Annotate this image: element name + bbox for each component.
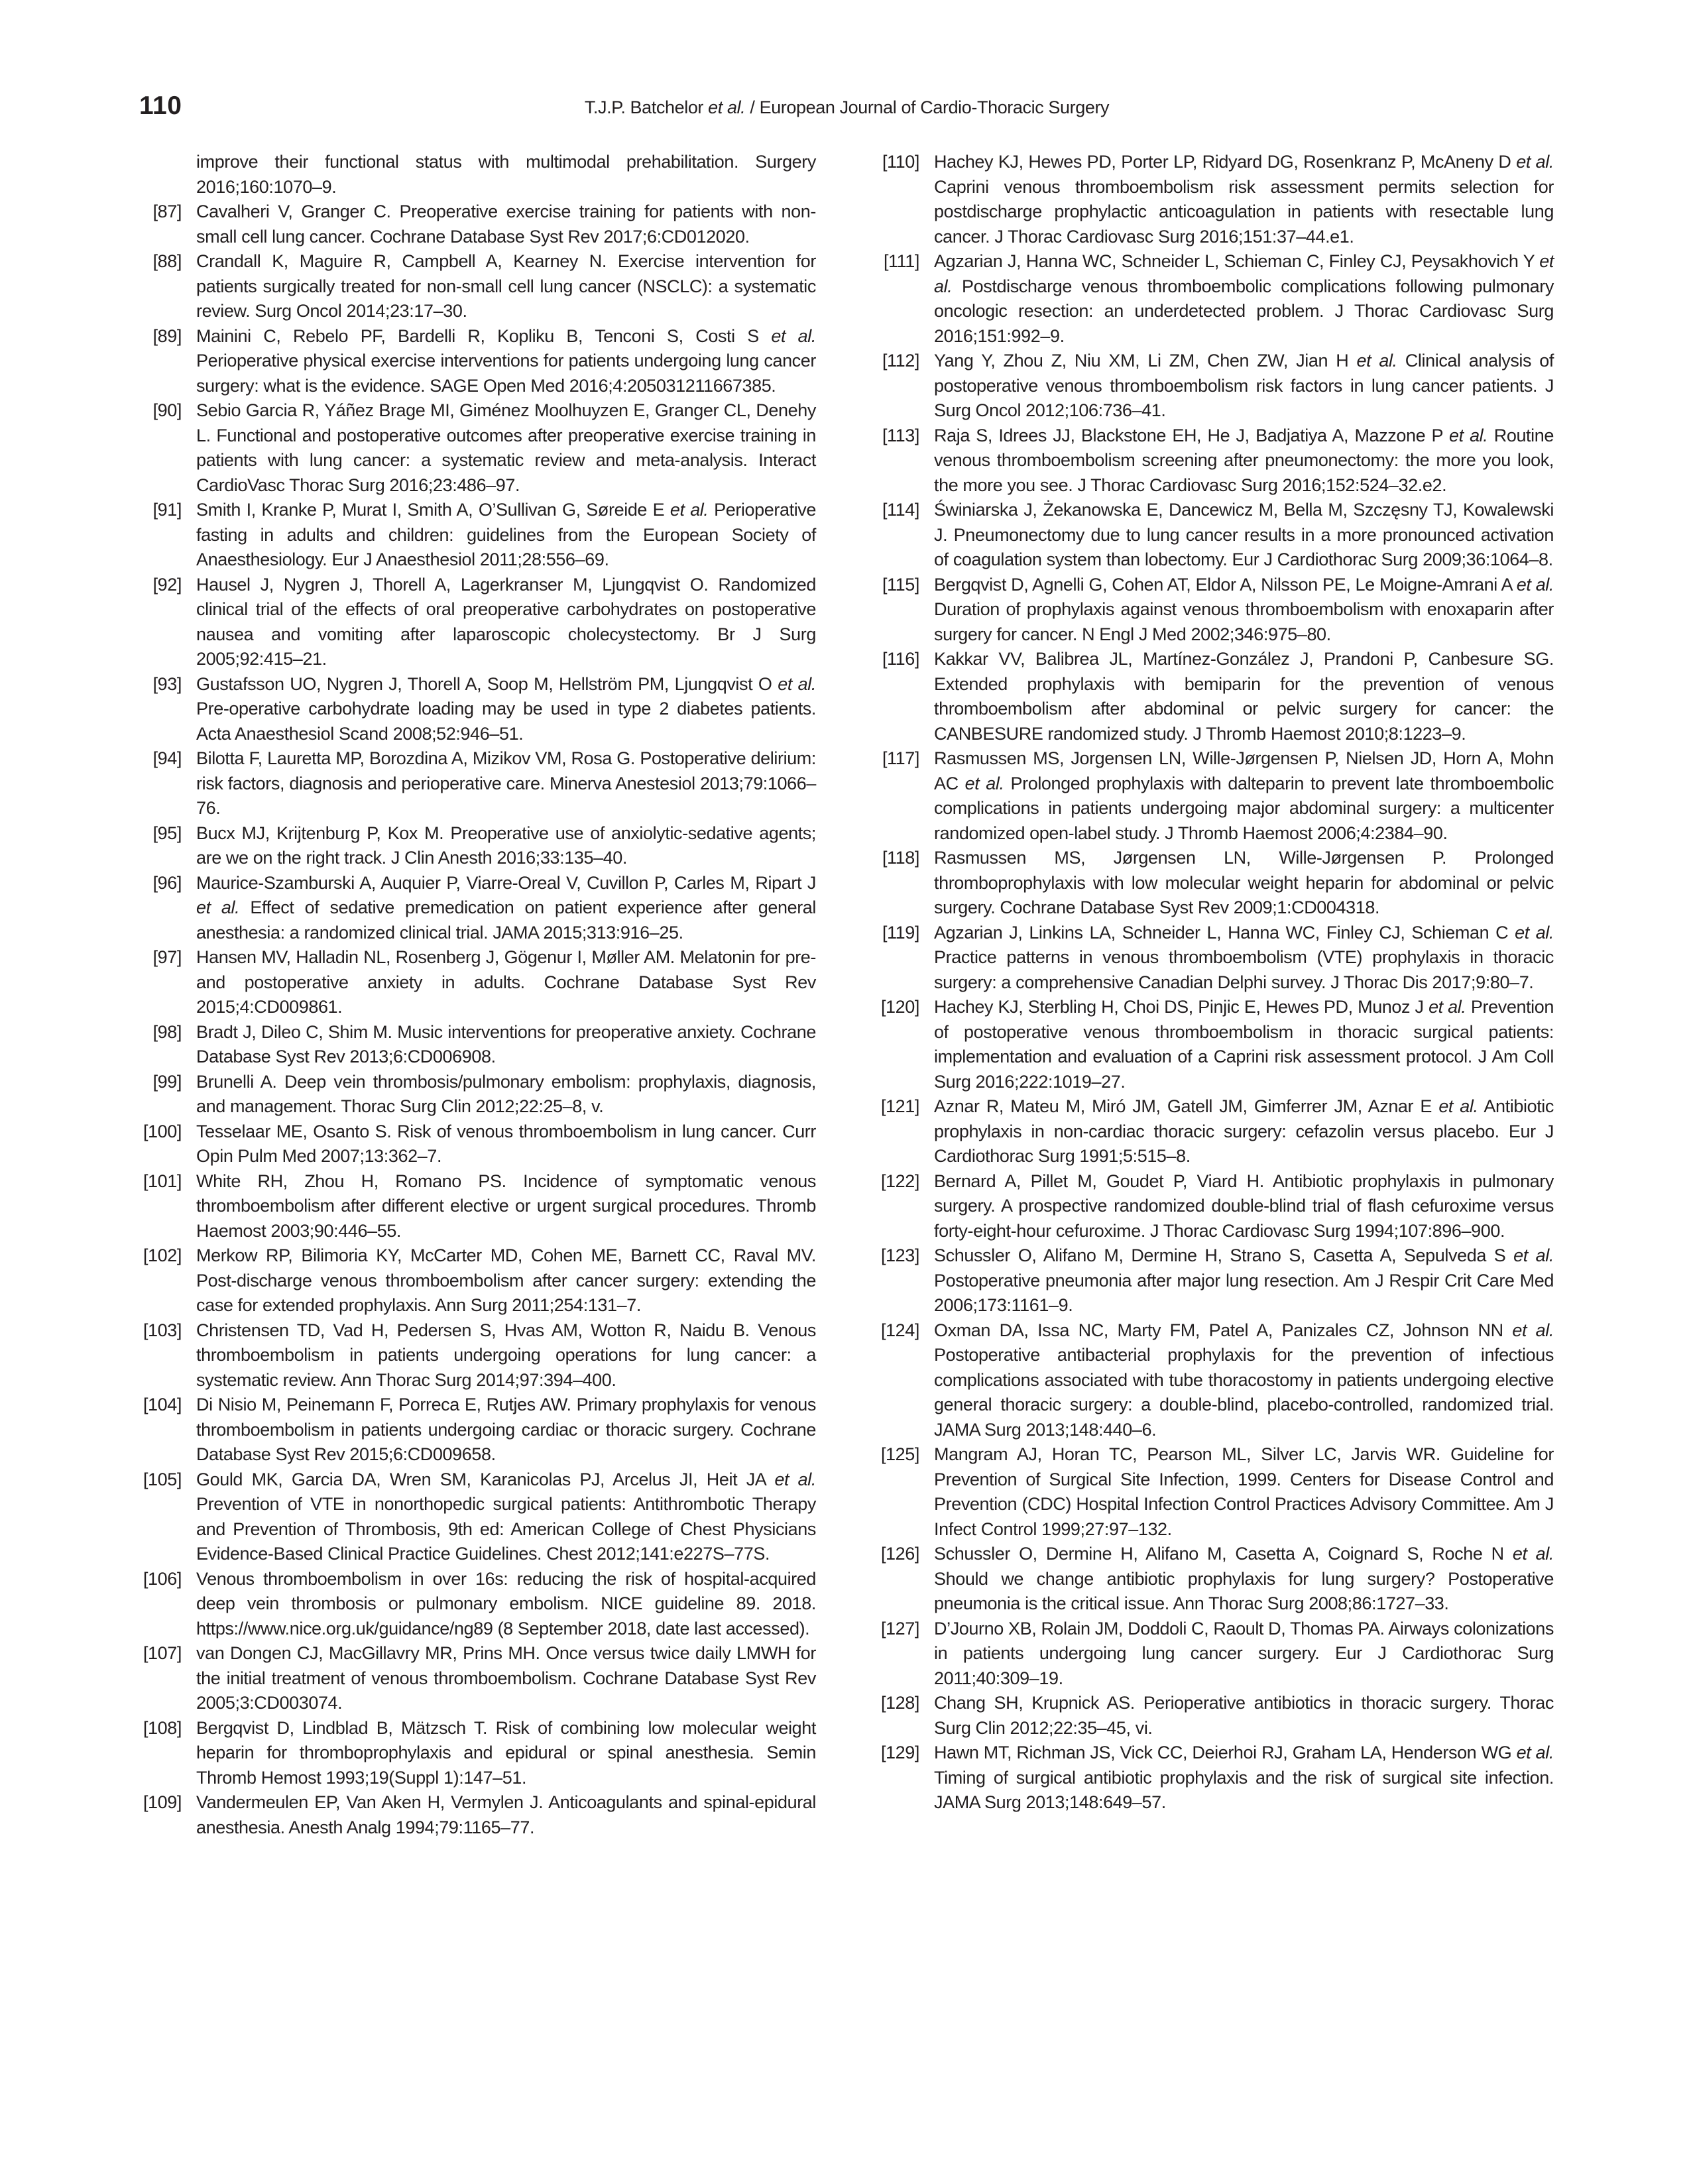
reference-text: van Dongen CJ, MacGillavry MR, Prins MH. Once versus twice daily LMWH for the initial treatment of venous thromboembolism. Cochrane Database Syst Rev 2005;3:CD003074. [196, 1643, 816, 1713]
reference-number: [102] [143, 1245, 182, 1265]
reference-item [877, 349, 1554, 424]
reference-item [877, 424, 1554, 498]
reference-text: Raja S, Idrees JJ, Blackstone EH, He J, Badjatiya A, Mazzone P et al. Routine venous thromboembolism screening after pneumonectomy: the more you look, the more you see. J Thorac Cardiovasc Surg 2016;152:524–32.e2. [934, 425, 1554, 495]
reference-number: [99] [152, 1071, 182, 1092]
reference-number: [111] [883, 251, 919, 271]
reference-number: [123] [880, 1245, 919, 1265]
reference-number: [117] [882, 748, 919, 768]
reference-item [139, 1070, 816, 1120]
reference-text: Venous thromboembolism in over 16s: reducing the risk of hospital-acquired deep vein thrombosis or pulmonary embolism. NICE guideline 89. 2018. https://www.nice.org.uk/guidance/ng89 (8 September 2018, date last accessed). [196, 1568, 816, 1638]
reference-text: Mainini C, Rebelo PF, Bardelli R, Kopliku B, Tenconi S, Costi S et al. Perioperative physical exercise interventions for patients undergoing lung cancer surgery: what is the evidence. SAGE Open Med 2016;4:205031211667385. [196, 325, 816, 396]
reference-item [139, 821, 816, 871]
reference-item [877, 995, 1554, 1094]
reference-item [877, 573, 1554, 648]
et-al-italic: et al. [1356, 351, 1397, 371]
et-al-italic: et al. [1516, 574, 1554, 595]
reference-number: [103] [143, 1320, 182, 1340]
reference-item [139, 1020, 816, 1070]
reference-item [139, 871, 816, 946]
reference-text: Gould MK, Garcia DA, Wren SM, Karanicolas PJ, Arcelus JI, Heit JA et al. Prevention of VTE in nonorthopedic surgical patients: Antithrombotic Therapy and Prevention of Thrombosis, 9th ed: American College of Chest Physicians Evidence-Based Clinical Practice Guidelines. Chest 2012;141:e227S–77S. [196, 1469, 816, 1564]
reference-text: Gustafsson UO, Nygren J, Thorell A, Soop M, Hellström PM, Ljungqvist O et al. Pre-operative carbohydrate loading may be used in type 2 diabetes patients. Acta Anaesthesiol Scand 2008;52:946–51. [196, 673, 816, 744]
reference-number: [125] [880, 1444, 919, 1464]
reference-number: [118] [882, 848, 919, 868]
reference-text: Hachey KJ, Hewes PD, Porter LP, Ridyard DG, Rosenkranz P, McAneny D et al. Caprini venous thromboembolism risk assessment permits selection for postdischarge prophylactic anticoagulation in patients with resectable lung cancer. J Thorac Cardiovasc Surg 2016;151:37–44.e1. [934, 152, 1554, 247]
reference-text: Bucx MJ, Krijtenburg P, Kox M. Preoperative use of anxiolytic-sedative agents; are we on the right track. J Clin Anesth 2016;33:135–40. [196, 823, 816, 868]
reference-item [139, 498, 816, 573]
reference-item [877, 150, 1554, 249]
reference-text: Hansen MV, Halladin NL, Rosenberg J, Gögenur I, Møller AM. Melatonin for pre- and postoperative anxiety in adults. Cochrane Database Syst Rev 2015;4:CD009861. [196, 947, 816, 1017]
reference-text: Crandall K, Maguire R, Campbell A, Kearney N. Exercise intervention for patients surgically treated for non-small cell lung cancer (NSCLC): a systematic review. Surg Oncol 2014;23:17–30. [196, 251, 816, 321]
reference-item [139, 1716, 816, 1791]
reference-text: Hawn MT, Richman JS, Vick CC, Deierhoi RJ, Graham LA, Henderson WG et al. Timing of surgical antibiotic prophylaxis and the risk of surgical site infection. JAMA Surg 2013;148:649–57. [934, 1743, 1554, 1812]
reference-number: [119] [882, 922, 919, 943]
reference-column-left [139, 150, 816, 1840]
reference-number: [94] [152, 748, 182, 768]
page-header [139, 91, 1554, 126]
reference-number: [109] [143, 1792, 182, 1812]
reference-number: [124] [880, 1320, 919, 1340]
reference-number: [112] [882, 351, 919, 371]
et-al-italic: et al. [670, 500, 709, 520]
reference-item [139, 1467, 816, 1567]
reference-text: Cavalheri V, Granger C. Preoperative exercise training for patients with non-small cell lung cancer. Cochrane Database Syst Rev 2017;6:CD012020. [196, 201, 816, 247]
reference-text: Schussler O, Dermine H, Alifano M, Casetta A, Coignard S, Roche N et al. Should we change antibiotic prophylaxis for lung surgery? Postoperative pneumonia is the critical issue. Ann Thorac Surg 2008;86:1727–33. [934, 1544, 1554, 1613]
reference-item [877, 1542, 1554, 1617]
reference-item [139, 1567, 816, 1642]
reference-text: Sebio Garcia R, Yáñez Brage MI, Giménez Moolhuyzen E, Granger CL, Denehy L. Functional and postoperative outcomes after preoperative exercise training in patients with lung cancer: a systematic review and meta-analysis. Interact CardioVasc Thorac Surg 2016;23:486–97. [196, 400, 816, 495]
reference-item [139, 672, 816, 747]
reference-text: Świniarska J, Żekanowska E, Dancewicz M, Bella M, Szczęsny TJ, Kowalewski J. Pneumonectomy due to lung cancer results in a more pronounced activation of coagulation system than lobectomy. Eur J Cardiothorac Surg 2009;36:1064–8. [934, 500, 1554, 569]
reference-text: Maurice-Szamburski A, Auquier P, Viarre-Oreal V, Cuvillon P, Carles M, Ripart J et al. Effect of sedative premedication on patient experience after general anesthesia: a randomized clinical trial. JAMA 2015;313:916–25. [196, 872, 816, 943]
reference-item [139, 324, 816, 399]
reference-column-right [877, 150, 1554, 1840]
running-title: T.J.P. Batchelor et al. / European Journal of Cardio-Thoracic Surgery [584, 97, 1110, 117]
reference-item [877, 1691, 1554, 1741]
et-al-italic: et al. [1438, 1096, 1478, 1116]
reference-text: Aznar R, Mateu M, Miró JM, Gatell JM, Gimferrer JM, Aznar E et al. Antibiotic prophylaxis in non-cardiac thoracic surgery: cefazolin versus placebo. Eur J Cardiothorac Surg 1991;5:515–8. [934, 1096, 1554, 1166]
reference-item [877, 1741, 1554, 1815]
reference-item [877, 249, 1554, 349]
reference-number: [87] [152, 201, 182, 221]
reference-number: [127] [880, 1618, 919, 1638]
et-al-italic: et al. [1516, 1743, 1554, 1762]
reference-item [877, 846, 1554, 921]
reference-number: [104] [143, 1395, 182, 1414]
reference-item [139, 1169, 816, 1244]
reference-number: [92] [152, 574, 182, 595]
reference-number: [113] [882, 425, 919, 445]
reference-number: [105] [143, 1469, 182, 1489]
reference-item [877, 1094, 1554, 1169]
reference-text: Rasmussen MS, Jorgensen LN, Wille-Jørgensen P, Nielsen JD, Horn A, Mohn AC et al. Prolonged prophylaxis with dalteparin to prevent late thromboembolic complications in patients undergoing major abdominal surgery: a multicenter randomized open-label study. J Thromb Haemost 2006;4:2384–90. [934, 748, 1554, 843]
reference-text: Chang SH, Krupnick AS. Perioperative antibiotics in thoracic surgery. Thorac Surg Clin 2012;22:35–45, vi. [934, 1693, 1554, 1738]
reference-item [877, 498, 1554, 573]
reference-text: Agzarian J, Hanna WC, Schneider L, Schieman C, Finley CJ, Peysakhovich Y et al. Postdischarge venous thromboembolic complications following pulmonary oncologic resection: an underdetected problem. J Thorac Cardiovasc Surg 2016;151:992–9. [934, 251, 1554, 346]
reference-text: Bergqvist D, Agnelli G, Cohen AT, Eldor A, Nilsson PE, Le Moigne-Amrani A et al. Duration of prophylaxis against venous thromboembolism with enoxaparin after surgery for cancer. N Engl J Med 2002;346:975–80. [934, 574, 1554, 644]
et-al-italic: et al. [774, 1469, 816, 1489]
et-al-italic: et al. [1512, 1544, 1554, 1564]
reference-text: Bradt J, Dileo C, Shim M. Music interventions for preoperative anxiety. Cochrane Database Syst Rev 2013;6:CD006908. [196, 1021, 816, 1066]
reference-number: [129] [880, 1743, 919, 1762]
reference-item [139, 1318, 816, 1393]
reference-text: Bernard A, Pillet M, Goudet P, Viard H. Antibiotic prophylaxis in pulmonary surgery. A prospective randomized double-blind trial of flash cefuroxime versus forty-eight-hour cefuroxime. J Thorac Cardiovasc Surg 1994;107:896–900. [934, 1171, 1554, 1241]
reference-item [139, 200, 816, 249]
reference-item [139, 1120, 816, 1169]
reference-item [139, 249, 816, 324]
et-al-italic: et al. [1516, 152, 1554, 172]
reference-item [139, 573, 816, 672]
reference-number: [106] [143, 1568, 182, 1589]
reference-text: D’Journo XB, Rolain JM, Doddoli C, Raoult D, Thomas PA. Airways colonizations in patients undergoing lung cancer surgery. Eur J Cardiothorac Surg 2011;40:309–19. [934, 1618, 1554, 1688]
reference-text: White RH, Zhou H, Romano PS. Incidence of symptomatic venous thromboembolism after different elective or urgent surgical procedures. Thromb Haemost 2003;90:446–55. [196, 1171, 816, 1241]
reference-text: Tesselaar ME, Osanto S. Risk of venous thromboembolism in lung cancer. Curr Opin Pulm Med 2007;13:362–7. [196, 1121, 816, 1166]
et-al-italic: et al. [196, 897, 240, 917]
reference-number: [115] [882, 574, 919, 595]
reference-item [877, 1243, 1554, 1318]
et-al-italic: et al. [708, 97, 746, 117]
reference-item [139, 1641, 816, 1716]
et-al-italic: et al. [964, 773, 1004, 793]
reference-text: Christensen TD, Vad H, Pedersen S, Hvas AM, Wotton R, Naidu B. Venous thromboembolism in patients undergoing operations for lung cancer: a systematic review. Ann Thorac Surg 2014;97:394–400. [196, 1320, 816, 1390]
reference-number: [128] [880, 1693, 919, 1713]
reference-number: [100] [143, 1121, 182, 1141]
reference-item [877, 746, 1554, 846]
reference-number: [88] [152, 251, 182, 271]
reference-number: [90] [152, 400, 182, 420]
reference-item [139, 1790, 816, 1840]
reference-number: [114] [882, 500, 919, 520]
reference-text: Di Nisio M, Peinemann F, Porreca E, Rutjes AW. Primary prophylaxis for venous thromboembolism in patients undergoing cardiac or thoracic surgery. Cochrane Database Syst Rev 2015;6:CD009658. [196, 1395, 816, 1464]
et-al-italic: et al. [778, 673, 816, 694]
reference-text: Brunelli A. Deep vein thrombosis/pulmonary embolism: prophylaxis, diagnosis, and management. Thorac Surg Clin 2012;22:25–8, v. [196, 1071, 816, 1116]
reference-item [877, 1442, 1554, 1542]
reference-number: [101] [143, 1171, 182, 1191]
reference-text: Agzarian J, Linkins LA, Schneider L, Hanna WC, Finley CJ, Schieman C et al. Practice patterns in venous thromboembolism (VTE) prophylaxis in thoracic surgery: a comprehensive Canadian Delphi survey. J Thorac Dis 2017;9:80–7. [934, 922, 1554, 992]
reference-number: [93] [152, 673, 182, 694]
reference-number: [121] [880, 1096, 919, 1116]
reference-number: [116] [882, 649, 919, 669]
reference-text: Merkow RP, Bilimoria KY, McCarter MD, Cohen ME, Barnett CC, Raval MV. Post-discharge venous thromboembolism after cancer surgery: extending the case for extended prophylaxis. Ann Surg 2011;254:131–7. [196, 1245, 816, 1315]
reference-item [877, 1318, 1554, 1443]
reference-text: Bergqvist D, Lindblad B, Mätzsch T. Risk of combining low molecular weight heparin for thromboprophylaxis and epidural or spinal anesthesia. Semin Thromb Hemost 1993;19(Suppl 1):147–51. [196, 1717, 816, 1788]
reference-text: Mangram AJ, Horan TC, Pearson ML, Silver LC, Jarvis WR. Guideline for Prevention of Surgical Site Infection, 1999. Centers for Disease Control and Prevention (CDC) Hospital Infection Control Practices Advisory Committee. Am J Infect Control 1999;27:97–132. [934, 1444, 1554, 1539]
reference-item-continuation [139, 150, 816, 200]
reference-text: Kakkar VV, Balibrea JL, Martínez-González J, Prandoni P, Canbesure SG. Extended prophylaxis with bemiparin for the prevention of venous thromboembolism after abdominal or pelvic surgery for cancer: the CANBESURE randomized study. J Thromb Haemost 2010;8:1223–9. [934, 649, 1554, 744]
reference-number: [110] [882, 152, 919, 172]
et-al-italic: et al. [934, 251, 1554, 296]
reference-item [139, 1393, 816, 1467]
et-al-italic: et al. [1515, 922, 1554, 943]
reference-text: Bilotta F, Lauretta MP, Borozdina A, Mizikov VM, Rosa G. Postoperative delirium: risk factors, diagnosis and perioperative care. Minerva Anestesiol 2013;79:1066–76. [196, 748, 816, 818]
reference-number: [120] [880, 997, 919, 1017]
et-al-italic: et al. [1513, 1245, 1554, 1265]
reference-number: [97] [152, 947, 182, 967]
reference-number: [96] [152, 872, 182, 893]
reference-number: [91] [152, 500, 182, 520]
reference-item [877, 1617, 1554, 1692]
reference-item [139, 398, 816, 498]
reference-item [139, 1243, 816, 1318]
reference-number: [108] [143, 1717, 182, 1738]
reference-text: Schussler O, Alifano M, Dermine H, Strano S, Casetta A, Sepulveda S et al. Postoperative pneumonia after major lung resection. Am J Respir Crit Care Med 2006;173:1161–9. [934, 1245, 1554, 1315]
reference-text: Hachey KJ, Sterbling H, Choi DS, Pinjic E, Hewes PD, Munoz J et al. Prevention of postoperative venous thromboembolism in thoracic surgical patients: implementation and evaluation of a Caprini risk assessment protocol. J Am Coll Surg 2016;222:1019–27. [934, 997, 1554, 1092]
reference-text: Hausel J, Nygren J, Thorell A, Lagerkranser M, Ljungqvist O. Randomized clinical trial of the effects of oral preoperative carbohydrates on postoperative nausea and vomiting after laparoscopic cholecystectomy. Br J Surg 2005;92:415–21. [196, 574, 816, 669]
reference-item [139, 945, 816, 1020]
reference-item [139, 746, 816, 821]
reference-text: Vandermeulen EP, Van Aken H, Vermylen J. Anticoagulants and spinal-epidural anesthesia. Anesth Analg 1994;79:1165–77. [196, 1792, 816, 1837]
reference-item [877, 921, 1554, 996]
reference-number: [89] [152, 325, 182, 346]
reference-text: improve their functional status with multimodal prehabilitation. Surgery 2016;160:1070–9. [196, 152, 816, 197]
reference-columns [139, 150, 1554, 1840]
page-number: 110 [139, 91, 182, 120]
reference-number: [126] [880, 1544, 919, 1564]
reference-number: [95] [152, 823, 182, 843]
et-al-italic: et al. [771, 325, 816, 346]
reference-item [877, 1169, 1554, 1244]
et-al-italic: et al. [1429, 997, 1466, 1017]
reference-text: Rasmussen MS, Jørgensen LN, Wille-Jørgensen P. Prolonged thromboprophylaxis with low molecular weight heparin for abdominal or pelvic surgery. Cochrane Database Syst Rev 2009;1:CD004318. [934, 848, 1554, 917]
reference-number: [107] [143, 1643, 182, 1663]
et-al-italic: et al. [1449, 425, 1488, 445]
reference-text: Smith I, Kranke P, Murat I, Smith A, O’Sullivan G, Søreide E et al. Perioperative fasting in adults and children: guidelines from the European Society of Anaesthesiology. Eur J Anaesthesiol 2011;28:556–69. [196, 500, 817, 569]
reference-item [877, 647, 1554, 746]
reference-text: Yang Y, Zhou Z, Niu XM, Li ZM, Chen ZW, Jian H et al. Clinical analysis of postoperative venous thromboembolism risk factors in lung cancer patients. J Surg Oncol 2012;106:736–41. [934, 351, 1554, 420]
et-al-italic: et al. [1512, 1320, 1554, 1340]
reference-number: [98] [152, 1021, 182, 1042]
reference-text: Oxman DA, Issa NC, Marty FM, Patel A, Panizales CZ, Johnson NN et al. Postoperative antibacterial prophylaxis for the prevention of infectious complications associated with tube thoracostomy in patients undergoing elective general thoracic surgery: a double-blind, placebo-controlled, randomized trial. JAMA Surg 2013;148:440–6. [934, 1320, 1554, 1440]
reference-number: [122] [880, 1171, 919, 1191]
